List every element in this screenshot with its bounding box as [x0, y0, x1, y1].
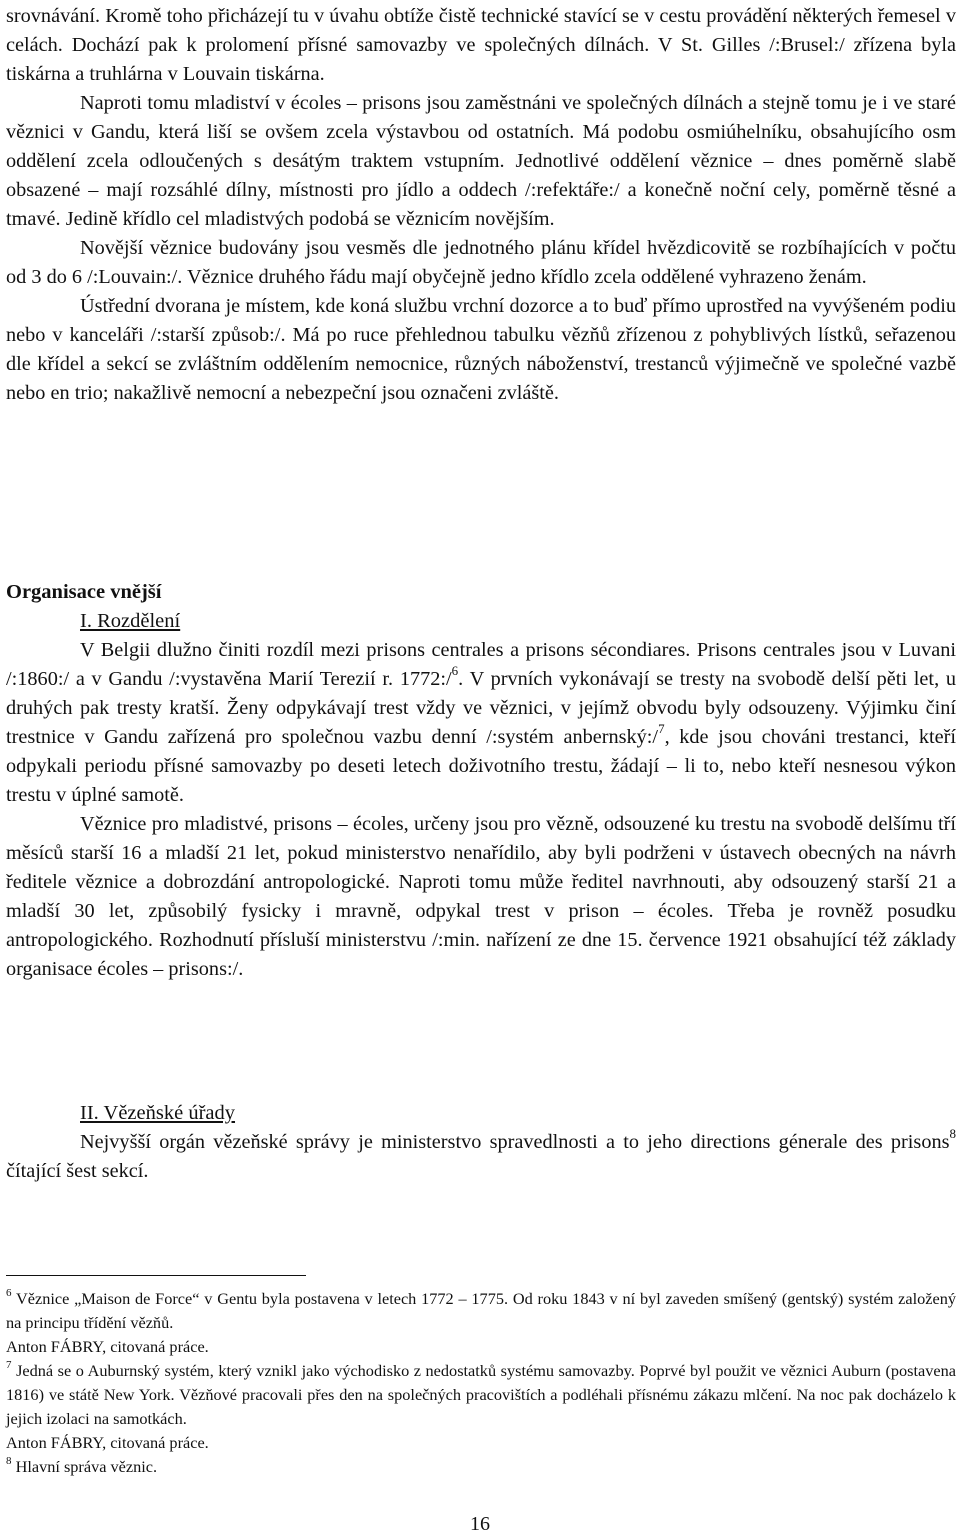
part1-paragraph-1 — [6, 636, 956, 810]
part1-title: I. Rozdělení — [80, 610, 181, 632]
footnote-text: Hlavní správa věznic. — [15, 1457, 158, 1476]
footnote-7-source: Anton FÁBRY, citovaná práce. — [6, 1433, 209, 1452]
paragraph-3: Novější věznice budovány jsou vesměs dle jednotného plánu křídel hvězdicovitě se rozbíhajících v počtu od 3 do 6 /:Louvain:/. Věznice druhého řádu mají obyčejně jedno křídlo zcela oddělené vyhrazeno ženám. — [6, 237, 956, 288]
part1-text-block — [6, 636, 956, 984]
part1-p1-text-a: V Belgii dlužno činiti rozdíl mezi prisons centrales a prisons sécondiares. Prisons centrales jsou v Luvani /:1860:/ a v Gandu /:vystavěna Marií Terezií r. 1772:/ — [6, 639, 956, 690]
footnote-6 — [6, 1287, 956, 1335]
footnotes — [6, 1287, 956, 1479]
footnote-text: Jedná se o Auburnský systém, který vznikl jako východisko z nedostatků systému samovazby. Poprvé byl použit ve věznici Auburn (postavena 1816) ve státě New York. Vězňové pracovali přes den na společných pracovištích a podléhali přísnému zákazu mlčení. Na noc pak docházelo k jejich izolaci na samotkách. — [6, 1361, 956, 1428]
footnote-number: 8 — [6, 1454, 12, 1467]
part2-title: II. Vězeňské úřady — [80, 1102, 236, 1124]
section-heading: Organisace vnější — [6, 581, 162, 603]
part1-paragraph-2: Věznice pro mladistvé, prisons – écoles, určeny jsou pro vězně, odsouzené ku trestu na svobodě delšímu tří měsíců starší 16 a mladší 21 let, pokud ministerstvo nenařídilo, aby byli podrženi v ústavech obecných na návrh ředitele věznice a dobrozdání antropologické. Naproti tomu může ředitel navrhnouti, aby odsouzený starší 21 a mladší 30 let, způsobilý fysicky i mravně, odpykal trest v prison – écoles. Třeba je rovněž posudku antropologického. Rozhodnutí přísluší ministerstvu /:min. nařízení ze dne 15. července 1921 obsahující též základy organisace écoles – prisons:/. — [6, 813, 956, 980]
top-text-block — [6, 2, 956, 408]
paragraph-2: Naproti tomu mladiství v écoles – prisons jsou zaměstnáni ve společných dílnách a stejně tomu je i ve staré věznici v Gandu, která liší se ovšem zcela výstavbou od ostatních. Má podobu osmiúhelníku, obsahujícího osm oddělení zcela odloučených s desátým traktem vstupním. Jednotlivé oddělení věznice – dnes poměrně slabě obsazené – mají rozsáhlé dílny, místnosti pro jídlo a oddech /:refektáře:/ a konečně noční cely, poměrně těsné a tmavé. Jedině křídlo cel mladistvých podobá se věznicím novějším. — [6, 92, 956, 230]
footnote-ref-7: 7 — [658, 721, 665, 737]
paragraph-1: srovnávání. Kromě toho přicházejí tu v úvahu obtíže čistě technické stavící se v cestu provádění některých řemesel v celách. Dochází pak k prolomení přísné samovazby ve společných dílnách. V St. Gilles /:Brusel:/ zřízena byla tiskárna a truhlárna v Louvain tiskárna. — [6, 5, 956, 85]
footnote-8 — [6, 1455, 956, 1479]
part2-paragraph-1 — [6, 1128, 956, 1186]
footnote-ref-8: 8 — [949, 1126, 956, 1142]
footnote-7 — [6, 1359, 956, 1431]
part2-p1-text-a: Nejvyšší orgán vězeňské správy je ministerstvo spravedlnosti a to jeho directions génerale des prisons — [80, 1131, 950, 1153]
footnote-number: 6 — [6, 1286, 12, 1299]
page-number: 16 — [470, 1513, 490, 1535]
part1-p1-text-b: . V prvních vykonávají se tresty na svobodě delší pěti let, u druhých pak tresty kratší. Ženy odpykávají trest vždy ve věznici, v jejímž obvodu byly odsouzeny. Výjimku činí trestnice v Gandu zařízená pro společnou vazbu denní /:systém anbernský:/ — [6, 668, 956, 748]
footnote-ref-6: 6 — [451, 663, 459, 679]
footnote-separator — [6, 1275, 306, 1276]
part2-heading — [80, 1099, 235, 1128]
part2-text-block — [6, 1128, 956, 1186]
part2-p1-text-b: čítající šest sekcí. — [6, 1160, 149, 1182]
part1-p1-text-c: , kde jsou chováni trestanci, kteří odpykali periodu přísné samovazby po deseti letech doživotního trestu, žádají – li to, nebo kteří nesnesou výkon trestu v úplné samotě. — [6, 726, 957, 806]
footnote-text: Věznice „Maison de Force“ v Gentu byla postavena v letech 1772 – 1775. Od roku 1843 v ní byl zaveden smíšený (gentský) systém založený na principu třídění vězňů. — [6, 1289, 957, 1332]
part1-heading — [80, 607, 180, 636]
footnote-number: 7 — [6, 1358, 12, 1371]
footnote-6-source: Anton FÁBRY, citovaná práce. — [6, 1337, 209, 1356]
paragraph-4: Ústřední dvorana je místem, kde koná službu vrchní dozorce a to buď přímo uprostřed na vyvýšeném podiu nebo v kanceláři /:starší způsob:/. Má po ruce přehlednou tabulku vězňů zřízenou z pohyblivých lístků, seřazenou dle křídel a sekcí se zvláštním oddělením nemocnice, různých náboženství, trestanců výjimečně ve společné vazbě nebo en trio; nakažlivě nemocní a nebezpeční jsou označeni zvláště. — [6, 295, 956, 404]
